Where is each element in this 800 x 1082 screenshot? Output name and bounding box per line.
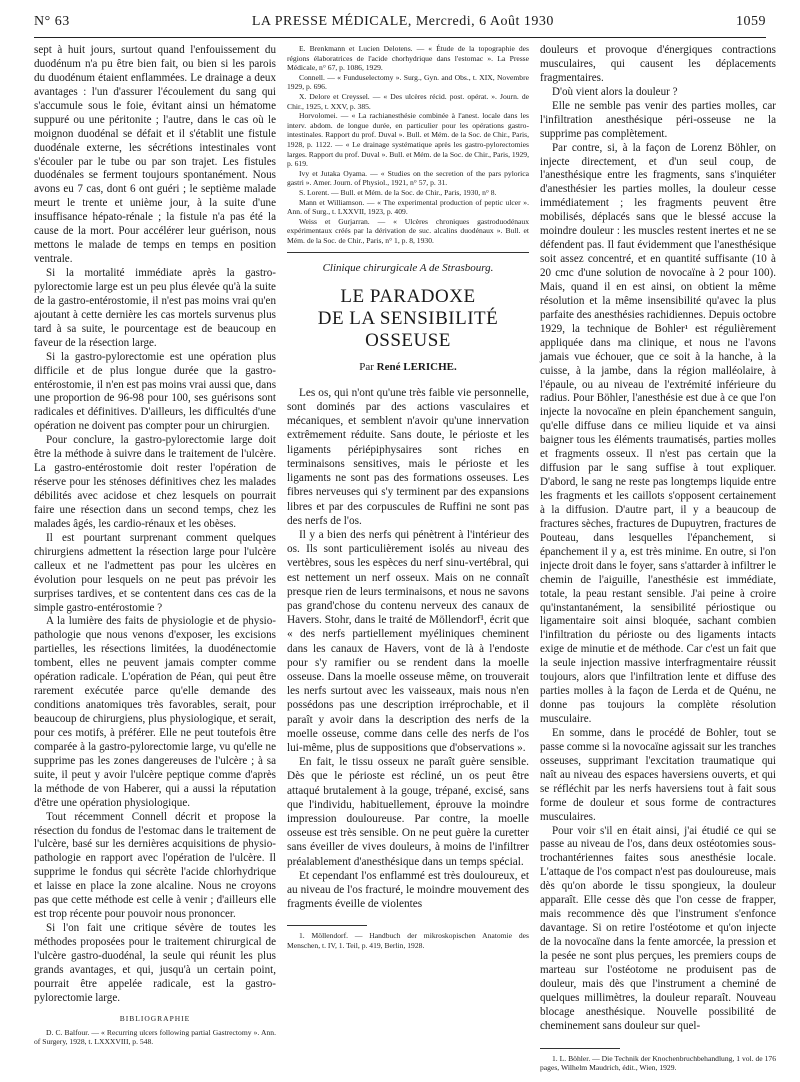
article-title-line1: LE PARADOXE (340, 285, 476, 307)
bibliography-entry: Weiss et Gurjarran. — « Ulcères chroniques gastroduodénaux expérimentaux créés par la dérivation de suc. alcalins duodénaux ». Bull. et Mém. de la Soc. de Chir., Paris, n° 1, p. 8, 1930. (287, 216, 529, 245)
paragraph: Pour conclure, la gastro-pylorectomie large doit être la méthode à suivre dans le traitement de l'ulcère. La gastro-entérostomie doit rester l'opération de réserve pour les sténoses définitives chez les malades débilités avec acidose et chez lesquels on pourrait faire une résection dans un second temps, chez les malades âgés, les cardio-rénaux et les obèses. (34, 434, 276, 530)
column-left (34, 44, 276, 1047)
paragraph: En somme, dans le procédé de Bohler, tout se passe comme si la novocaïne agissait sur les tranches osseuses, supprimant l'excitation traumatique qui naît au niveau des espaces haversiens ouverts, et qui se réfléchit par les nerfs haversiens tout à fait sous forme de douleur et sous forme de contractures musculaires. (540, 726, 776, 823)
paragraph: douleurs et provoque d'énergiques contractions musculaires, qui causent les déplacements fragmentaires. (540, 44, 776, 84)
page-number: 1059 (735, 14, 766, 29)
paragraph: Il est pourtant surprenant comment quelques chirurgiens admettent la résection large pour l'ulcère calleux et ne l'admettent pas pour les ulcères en évolution pour lesquels on ne peut pas prévoir les surprises tardives, et se contentent dans ces cas de la simple gastro-entérostomie ? (34, 531, 276, 614)
bibliography-entry: D. C. Balfour. — « Recurring ulcers following partial Gastrectomy ». Ann. of Surgery, 1928, t. LXXXVIII, p. 548. (34, 1027, 276, 1047)
article-title-line2: DE LA SENSIBILITÉ OSSEUSE (317, 307, 499, 351)
footnote-rule (540, 1048, 620, 1049)
author-name: René LERICHE. (376, 360, 457, 373)
section-divider (287, 252, 529, 253)
header-rule (34, 37, 766, 38)
paragraph: Il y a bien des nerfs qui pénètrent à l'intérieur des os. Ils sont particulièrement isolés au niveau des vertèbres, sous les espèces du nerf sinu-vertébral, qui est nettement un nerf osseux. Mais on ne connaît presque rien de leurs terminaisons, et nous ne savons pas grand'chose du contenu nerveux des canaux de Havers. Stohr, dans le traité de Möllendorf¹, écrit que « des nerfs partiellement myéliniques cheminent dans les canaux de Havers, vont de là à l'endoste pour s'y ramifier ou se rendent dans la moelle osseuse. Dans la moelle osseuse même, on trouverait les nerfs surtout avec les vaisseaux, mais nous n'en possédons pas une description irréprochable, et il paraît y avoir dans la description des nerfs de la moelle osseuse, comme dans celle des nerfs de l'os lui-même, plus de suppositions que d'observations ». (287, 528, 529, 754)
column-right (540, 44, 776, 1073)
paragraph: Pour voir s'il en était ainsi, j'ai étudié ce qui se passe au niveau de l'os, dans deux ostéotomies sous-trochantériennes faites sous anesthésie locale. L'attaque de l'os compact n'est pas douloureuse, mais dès qu'on aborde le tissu spongieux, la douleur apparaît. Elle cesse dès que l'on cesse de frapper, mais recommence dès que l'instrument s'enfonce davantage. Si on retire l'ostéotome et qu'on injecte de la novocaïne dans la fente amorcée, la pression et la pesée ne sont plus perçues, les premiers coups de marteau sur l'ostéotome ne produisent pas de douleur, mais dès que l'instrument a cheminé de quelques millimètres, la douleur reparaît. Nouveau blocage anesthésique. Nouvelle possibilité de cheminement sans douleur sur quel- (540, 824, 776, 1032)
paragraph: D'où vient alors la douleur ? (552, 85, 678, 98)
paragraph: Les os, qui n'ont qu'une très faible vie personnelle, sont dominés par des actions vasculaires et mécaniques, et semblent n'avoir qu'une innervation extrêmement réduite. Sans doute, le périoste et les ligaments périépiphysaires sont riches en terminaisons sensitives, mais le périoste et les ligaments ne sont pas des formations osseuses. Les fibres nerveuses qui s'y terminent par des expansions libres et par des corpuscules de Ruffini ne sont pas des nerfs de l'os. (287, 386, 529, 527)
paragraph: Tout récemment Connell décrit et propose la résection du fondus de l'estomac dans le traitement de l'ulcère, basé sur les dernières acquisitions de physio-pathologie en rapport avec l'opération de l'ulcère. Il supprime le fondus qui sécrète l'acide chlorhydrique et laisse en place la zone alcaline. Nous ne croyons pas que cette méthode est celle à venir ; d'ailleurs elle est trop récente pour pouvoir nous prononcer. (34, 810, 276, 921)
bibliography-entry: X. Delore et Creyssel. — « Des ulcères récid. post. opérat. ». Journ. de Chir., 1925, t. XXV, p. 385. (287, 91, 529, 111)
paragraph: A la lumière des faits de physiologie et de physio-pathologie que nous venons d'exposer, les excisions partielles, les résections limitées, la duodénectomie tombent, elles ne peuvent jamais compter comme opération radicale. L'opération de Péan, qui peut être rarement exécutée parce qu'elle demande des conditions anatomiques très favorables, serait, pour beaucoup de chirurgiens, plus physiologique, et serait, pour ces motifs, à préférer. Elle ne peut toutefois être comparée à la gastro-pylorectomie large, vu qu'elle ne supprime pas les zones dangereuses de l'ulcère ; à sa suite, il peut y avoir l'ulcère peptique comme d'après la méthode de von Haberer, qui a aussi la réputation d'être une opération physiologique. (34, 615, 276, 809)
paragraph: Par contre, si, à la façon de Lorenz Böhler, on injecte directement, et d'un seul coup, de l'anesthésique entre les fragments, sans s'inquiéter d'anesthésier les parties molles, la douleur cesse immédiatement ; les fragments peuvent être mobilisés, déplacés sans que le blessé accuse la moindre douleur : les muscles restent inertes et ne se défendent pas. Il faut évidemment que l'anesthésique soit assez concentré, et en quantité suffisante (10 à 20 cmc d'une solution de novocaïne à 2 pour 100). Mais, quand il en est ainsi, on obtient la même résolution et la même insensibilité qu'avec la plus parfaite des anesthésies rachidiennes. Depuis octobre 1929, la technique de Bohler¹ est régulièrement appliquée dans ma clinique, et nous ne l'avons jamais vue échouer, que ce soit à la hanche, à la cuisse, à la jambe, dans la région malléolaire, à l'épaule, ou au niveau de l'extrémité inférieure du radius. Pour Böhler, l'anesthésie est due à ce que l'on injecte la novocaïne en plein épanchement sanguin, qu'elle diffuse dans ce milieu liquide et va ainsi baigner tous les éléments traumatisés, parties molles et fragments osseux. Il n'est pas certain que la diffusion par le sang suffise à tout expliquer. D'abord, le sang ne reste pas longtemps liquide entre les fragments et les caillots s'opposent certainement à la diffusion. D'autre part, il y a beaucoup de fractures sèches, fractures de Dupuytren, fractures de Pouteau, dans lesquelles l'épanchement, si épanchement il y a, est très minime. En outre, si l'on injecte droit dans le foyer, sans s'attarder à infiltrer le chemin de l'aiguille, l'anesthésie est immédiate, totale, la peau restant sensible. J'ai peine à croire qu'instantanément, la sensibilité périostique ou ligamentaire soit ainsi bloquée, sachant combien l'infiltration du périoste ou des ligaments intacts exige de minutie et de méthode. Car c'est un fait que la seule injection massive interfragmentaire réussit toujours, alors que l'infiltration lente et diffuse des parties molles à la façon de Lerda et de Quénu, ne donne pas toujours la complète résolution musculaire. (540, 141, 776, 725)
paragraph: Et cependant l'os enflammé est très douloureux, et au niveau de l'os fracturé, le moindre mouvement des fragments éveille de violentes (287, 869, 529, 911)
bibliography-entry: Ivy et Jutaka Oyama. — « Studies on the secretion of the pars pylorica gastri ». Amer. Journ. of Physiol., 1921, n° 57, p. 31. (287, 168, 529, 188)
bibliography-entry: S. Lorent. — Bull. et Mém. de la Soc. de Chir., Paris, 1930, n° 8. (299, 187, 497, 197)
issue-number: N° 63 (34, 14, 70, 29)
paragraph: En fait, le tissu osseux ne paraît guère sensible. Dès que le périoste est récliné, un os peut être attaqué brutalement à la gouge, trépané, excisé, sans que l'individu, habituellement, éprouve la moindre impression douloureuse. Par contre, la moelle osseuse est très sensible. On ne peut guère la curetter sans éveiller de vives douleurs, à moins de l'infiltrer préalablement d'anesthésique dans un temps spécial. (287, 756, 529, 868)
byline (287, 360, 529, 374)
bibliography-entry: E. Brenkmann et Lucien Delotens. — « Étude de la topographie des régions élaboratrices de l'acide chorhydrique dans l'estomac ». La Presse Médicale, n° 67, p. 1086, 1929. (287, 44, 529, 73)
paragraph: Elle ne semble pas venir des parties molles, car l'infiltration anesthésique péri-osseuse ne la supprime pas complètement. (540, 99, 776, 140)
byline-prefix: Par (359, 360, 374, 373)
bibliography-entry: Connell. — « Funduselectomy ». Surg., Gyn. and Obs., t. XIX, Novembre 1929, p. 696. (287, 72, 529, 92)
footnote: 1. Möllendorf. — Handbuch der mikroskopischen Anatomie des Menschen, t. IV, 1. Teil, p. 419, Berlin, 1928. (287, 931, 529, 950)
clinic-heading: Clinique chirurgicale A de Strasbourg. (322, 262, 494, 275)
journal-title: LA PRESSE MÉDICALE, Mercredi, 6 Août 1930 (251, 14, 554, 29)
bibliography-heading: BIBLIOGRAPHIE (119, 1013, 191, 1023)
footnote-rule (287, 925, 367, 926)
paragraph: Si la mortalité immédiate après la gastro-pylorectomie large est un peu plus élevée qu'à la suite de la gastro-entérostomie, il n'est pas moins vrai qu'en ajoutant à cette dernière les cas mortels survenus plus tard à sa suite, le pourcentage est de beaucoup en faveur de la résection large. (34, 267, 276, 349)
footnote: 1. L. Böhler. — Die Technik der Knochenbruchbehandlung, 1 vol. de 176 pages, Wilhelm Maudrich, édit., Wien, 1929. (540, 1053, 776, 1073)
paragraph: sept à huit jours, surtout quand l'enfouissement du duodénum n'a pu être bien fait, ou bien si les parois du duodénum étaient enflammées. Le drainage a deux avantages : l'un d'assurer l'écoulement du sang qui s'accumule sous le foie, évitant ainsi un hématome suppuré ou une péritonite ; l'autre, dans le cas où le moignon duodénal se défait et il s'établit une fistule duodénale externe, les sécrétions intestinales vont s'écouler par le tube ou par son trajet. Les fistules duodénales se ferment toujours spontanément. Nous avons eu 7 cas, dont 6 ont guéri ; le septième malade meurt le trente et unième jour, à la suite d'une insuffisance hépato-rénale ; la fistule n'a pas été la cause de la mort. Pour accélérer leur guérison, nous mettons le malade de temps en temps en position ventrale. (34, 44, 276, 266)
paragraph: Si la gastro-pylorectomie est une opération plus difficile et de plus longue durée que la gastro-entérostomie, il n'en est pas moins vrai aussi que, dans une proportion de 96-98 pour 100, ses guérisons sont radicales et définitives. D'ailleurs, les difficultés d'une opération ne doivent pas compter pour un chirurgien. (34, 350, 277, 433)
page-header (34, 14, 766, 34)
column-middle (287, 44, 529, 951)
paragraph: Si l'on fait une critique sévère de toutes les méthodes proposées pour le traitement chirurgical de l'ulcère gastro-duodénal, la seule qui réunit les plus grands avantages, et qui, jusqu'à un certain point, pourrait être appelée radicale, est la gastro-pylorectomie large. (34, 922, 276, 1004)
bibliography-entry: Horvolomei. — « La rachianesthésie combinée à l'anest. locale dans les interv. abdom. de longue durée, en particulier pour les opérations gastro-intestinales. Rapport du prof. Duval ». Bull. et Mém. de la Soc. de Chir., Paris, 1928, p. 1122. — « Le drainage systématique après les gastro-pylorectomies larges. Rapport du prof. Duval ». Bull. et Mém. de la Soc. de Chir., Paris, 1929, p. 619. (287, 111, 529, 169)
bibliography-entry: Mann et Williamson. — « The experimental production of peptic ulcer ». Ann. of Surg., t. LXXVII, 1923, p. 409. (287, 197, 529, 217)
